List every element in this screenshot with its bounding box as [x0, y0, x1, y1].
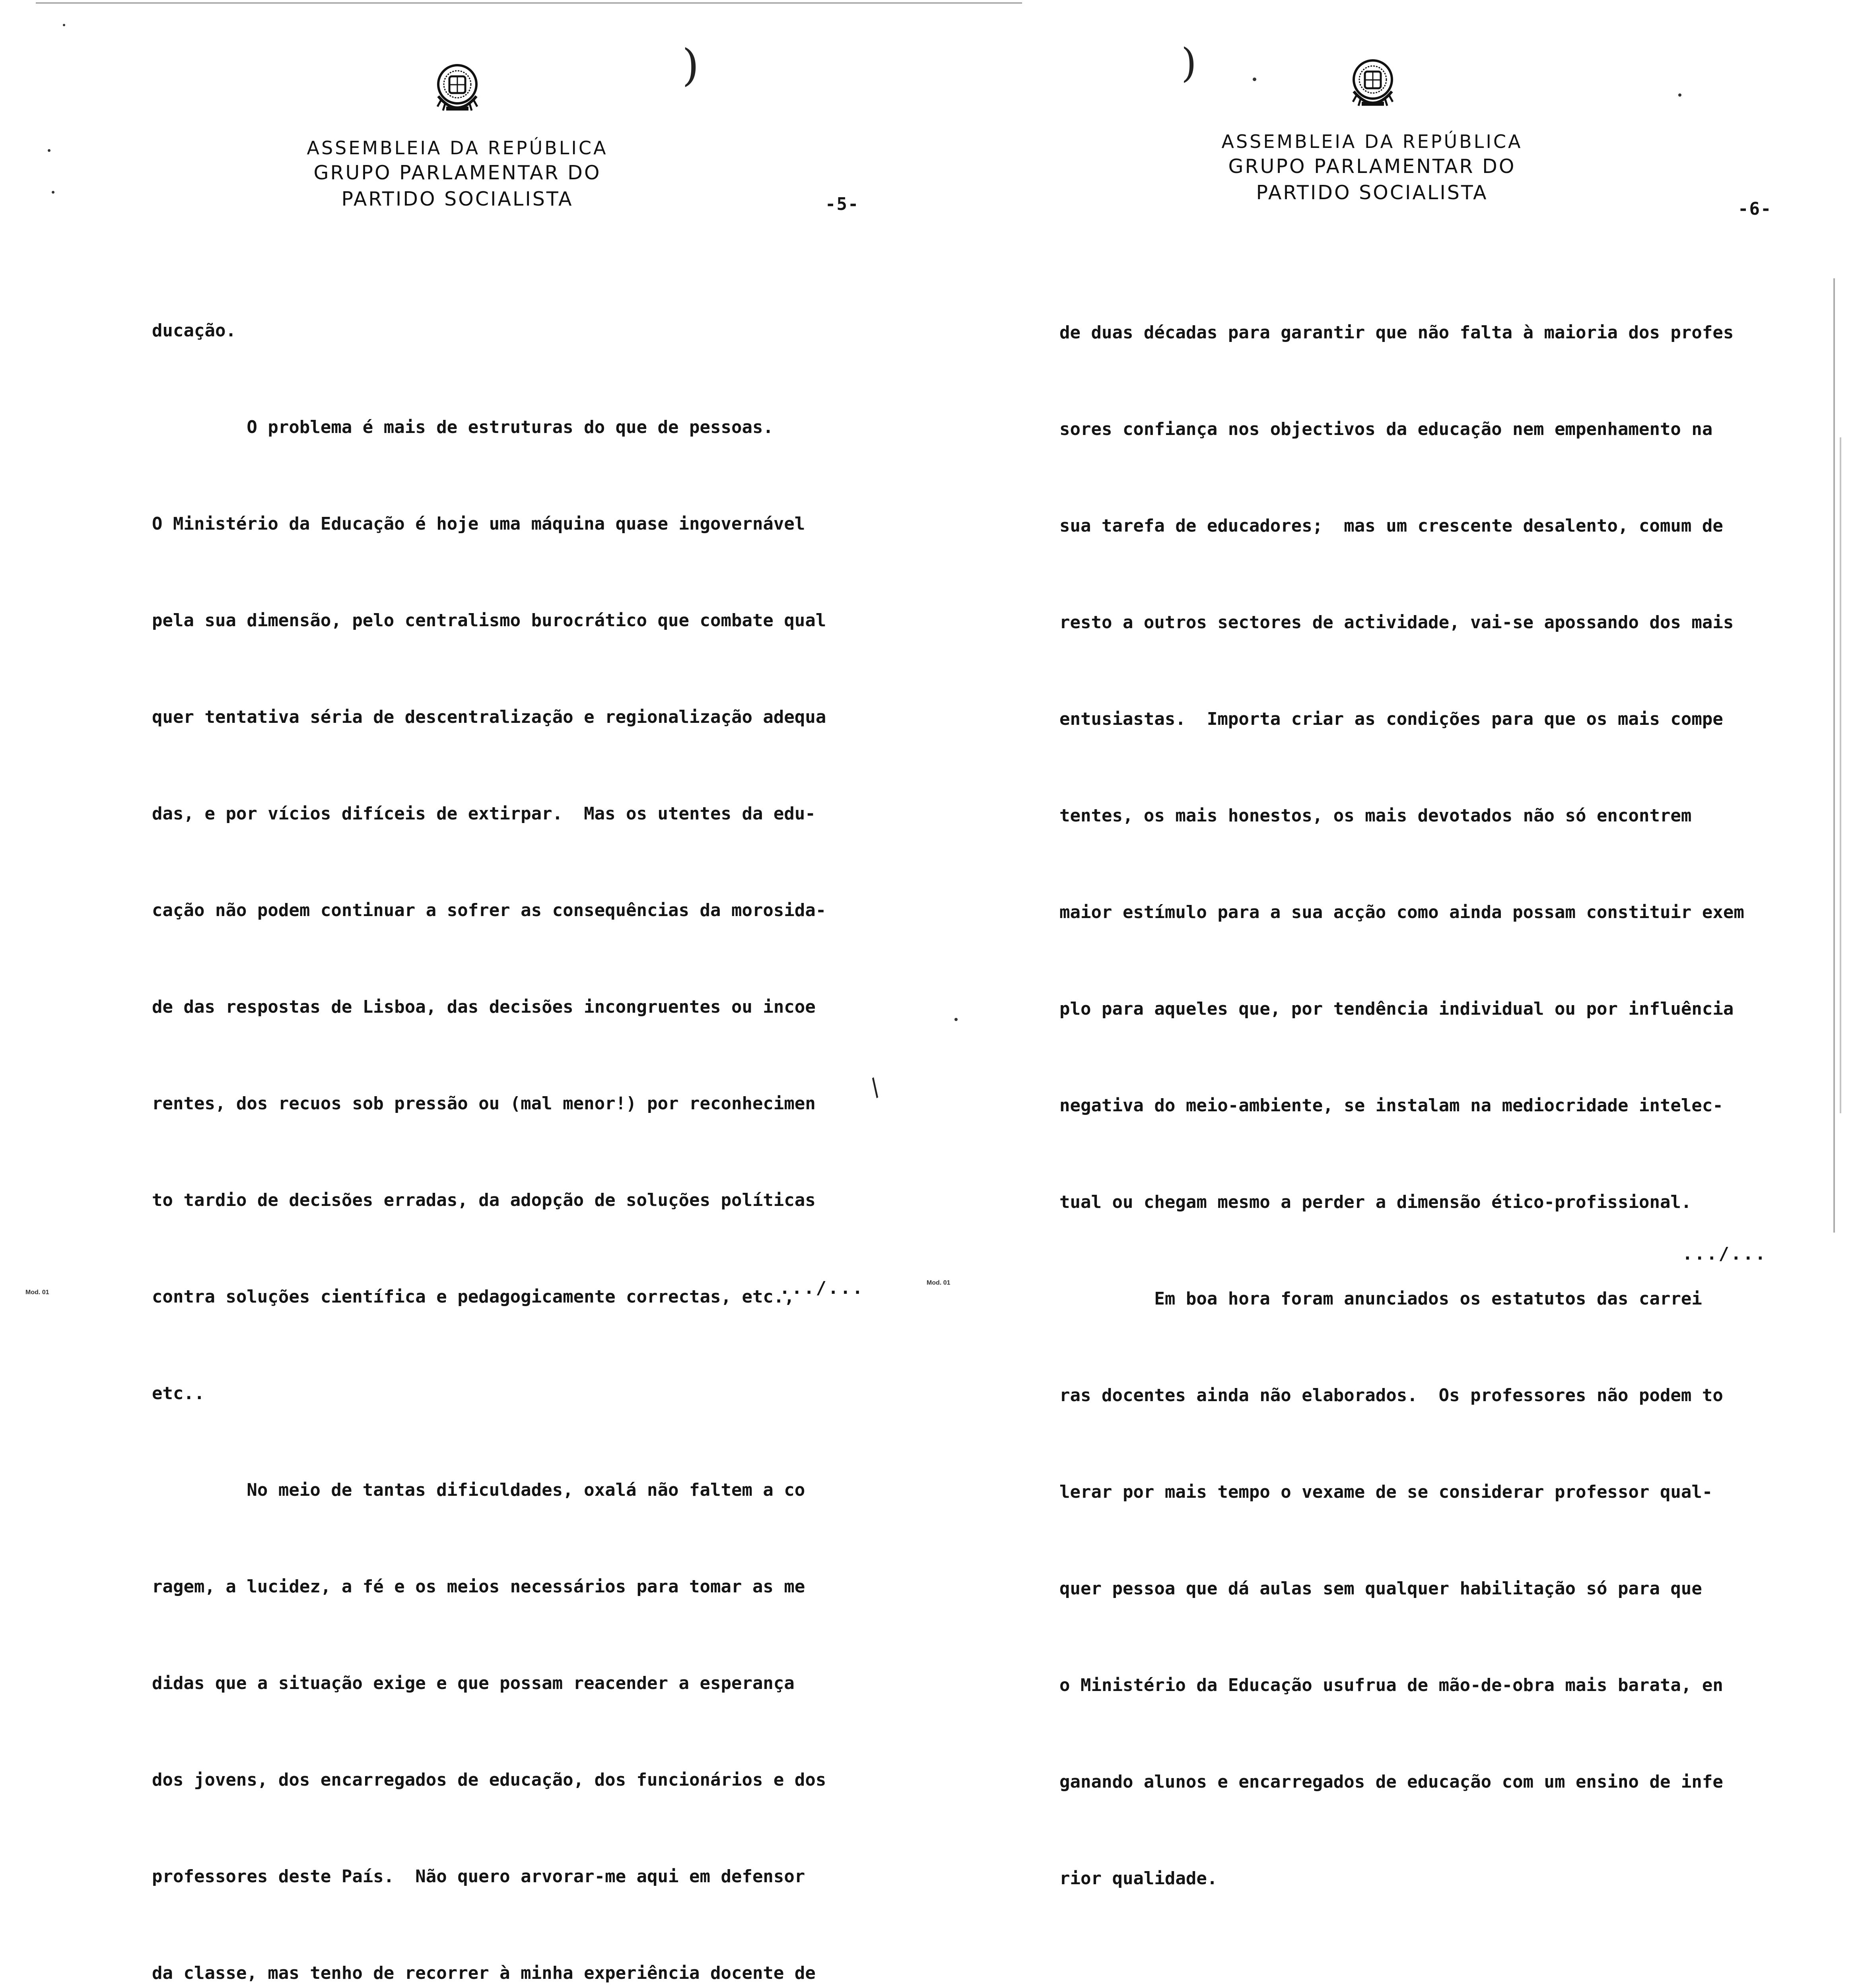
text-line: dos jovens, dos encarregados de educação, dos funcionários e dos — [152, 1770, 826, 1790]
letterhead-group: GRUPO PARLAMENTAR DO — [313, 161, 601, 184]
text-line: maior estímulo para a sua acção como ainda possam constituir exem — [1059, 902, 1744, 922]
letterhead-party: PARTIDO SOCIALISTA — [1256, 181, 1488, 204]
text-line: o Ministério da Educação usufrua de mão-de-obra mais barata, en — [1059, 1675, 1723, 1695]
text-line: ducação. — [152, 320, 236, 341]
letterhead — [258, 136, 656, 212]
text-line: ragem, a lucidez, a fé e os meios necessários para tomar as me — [152, 1576, 805, 1597]
text-line: cação não podem continuar a sofrer as consequências da morosida- — [152, 900, 826, 920]
text-line: ganando alunos e encarregados de educação com um ensino de infe — [1059, 1772, 1723, 1792]
scan-mark: / — [864, 1073, 886, 1102]
page-body — [1059, 280, 1744, 1963]
text-line: to tardio de decisões erradas, da adopção de soluções políticas — [152, 1190, 816, 1210]
text-line: das, e por vícios difíceis de extirpar. Mas os utentes da edu- — [152, 804, 816, 824]
text-line: O problema é mais de estruturas do que de pessoas. — [152, 417, 774, 437]
scan-speck — [1253, 78, 1256, 81]
text-line: tual ou chegam mesmo a perder a dimensão ético-profissional. — [1059, 1192, 1692, 1212]
letterhead-party: PARTIDO SOCIALISTA — [341, 188, 573, 210]
document-page-5 — [0, 0, 927, 1983]
scan-mark: ) — [682, 40, 699, 91]
form-label: Mod. 01 — [25, 1289, 49, 1296]
text-line: de das respostas de Lisboa, das decisões incongruentes ou incoe — [152, 997, 816, 1017]
text-line: lerar por mais tempo o vexame de se considerar professor qual- — [1059, 1482, 1713, 1502]
text-line: professores deste País. Não quero arvorar-me aqui em defensor — [152, 1866, 805, 1887]
text-line: entusiastas. Importa criar as condições para que os mais compe — [1059, 709, 1723, 729]
page-edge-shadow — [1840, 437, 1841, 1113]
text-line: ras docentes ainda não elaborados. Os professores não podem to — [1059, 1385, 1723, 1406]
text-line: O Ministério da Educação é hoje uma máquina quase ingovernável — [152, 514, 805, 534]
text-line: No meio de tantas dificuldades, oxalá não faltem a co — [152, 1480, 805, 1500]
text-line: de duas décadas para garantir que não falta à maioria dos profes — [1059, 322, 1734, 343]
text-line: sua tarefa de educadores; mas um crescente desalento, comum de — [1059, 516, 1723, 536]
text-line: rior qualidade. — [1059, 1868, 1218, 1889]
text-line: tentes, os mais honestos, os mais devotados não só encontrem — [1059, 806, 1692, 826]
scan-speck — [48, 149, 51, 152]
republic-emblem-icon — [430, 60, 485, 119]
scan-speck — [52, 191, 54, 194]
text-line: didas que a situação exige e que possam reacender a esperança — [152, 1673, 795, 1693]
text-line: contra soluções científica e pedagogicamente correctas, etc., — [152, 1287, 795, 1307]
text-line: pela sua dimensão, pelo centralismo burocrático que combate qual — [152, 610, 826, 631]
scan-speck — [63, 24, 65, 26]
republic-emblem-icon — [1345, 55, 1401, 115]
page-number: -6- — [1738, 199, 1772, 219]
scan-speck — [1678, 93, 1681, 97]
page-number: -5- — [825, 194, 859, 214]
page-edge-shadow — [1833, 278, 1835, 1233]
text-line: Em boa hora foram anunciados os estatutos das carrei — [1059, 1289, 1702, 1309]
document-page-6 — [927, 0, 1858, 1889]
text-line: rentes, dos recuos sob pressão ou (mal menor!) por reconhecimen — [152, 1093, 816, 1114]
letterhead-assembly: ASSEMBLEIA DA REPÚBLICA — [307, 137, 608, 159]
letterhead — [1173, 130, 1571, 206]
text-line: plo para aqueles que, por tendência individual ou por influência — [1059, 999, 1734, 1019]
text-line: quer pessoa que dá aulas sem qualquer habilitação só para que — [1059, 1578, 1702, 1599]
page-body — [152, 278, 826, 1988]
letterhead-group: GRUPO PARLAMENTAR DO — [1228, 155, 1516, 178]
text-line: negativa do meio-ambiente, se instalam na mediocridade intelec- — [1059, 1095, 1723, 1116]
text-line: etc.. — [152, 1383, 205, 1404]
continuation-mark: .../... — [779, 1278, 865, 1298]
text-line: sores confiança nos objectivos da educação nem empenhamento na — [1059, 419, 1713, 439]
scan-mark: ) — [1181, 40, 1197, 86]
text-line: resto a outros sectores de actividade, vai-se apossando dos mais — [1059, 612, 1734, 633]
text-line: quer tentativa séria de descentralização e regionalização adequa — [152, 707, 826, 727]
form-label: Mod. 01 — [927, 1279, 950, 1286]
letterhead-assembly: ASSEMBLEIA DA REPÚBLICA — [1221, 131, 1523, 152]
text-line: da classe, mas tenho de recorrer à minha experiência docente de — [152, 1963, 816, 1983]
continuation-mark: .../... — [1682, 1244, 1767, 1264]
